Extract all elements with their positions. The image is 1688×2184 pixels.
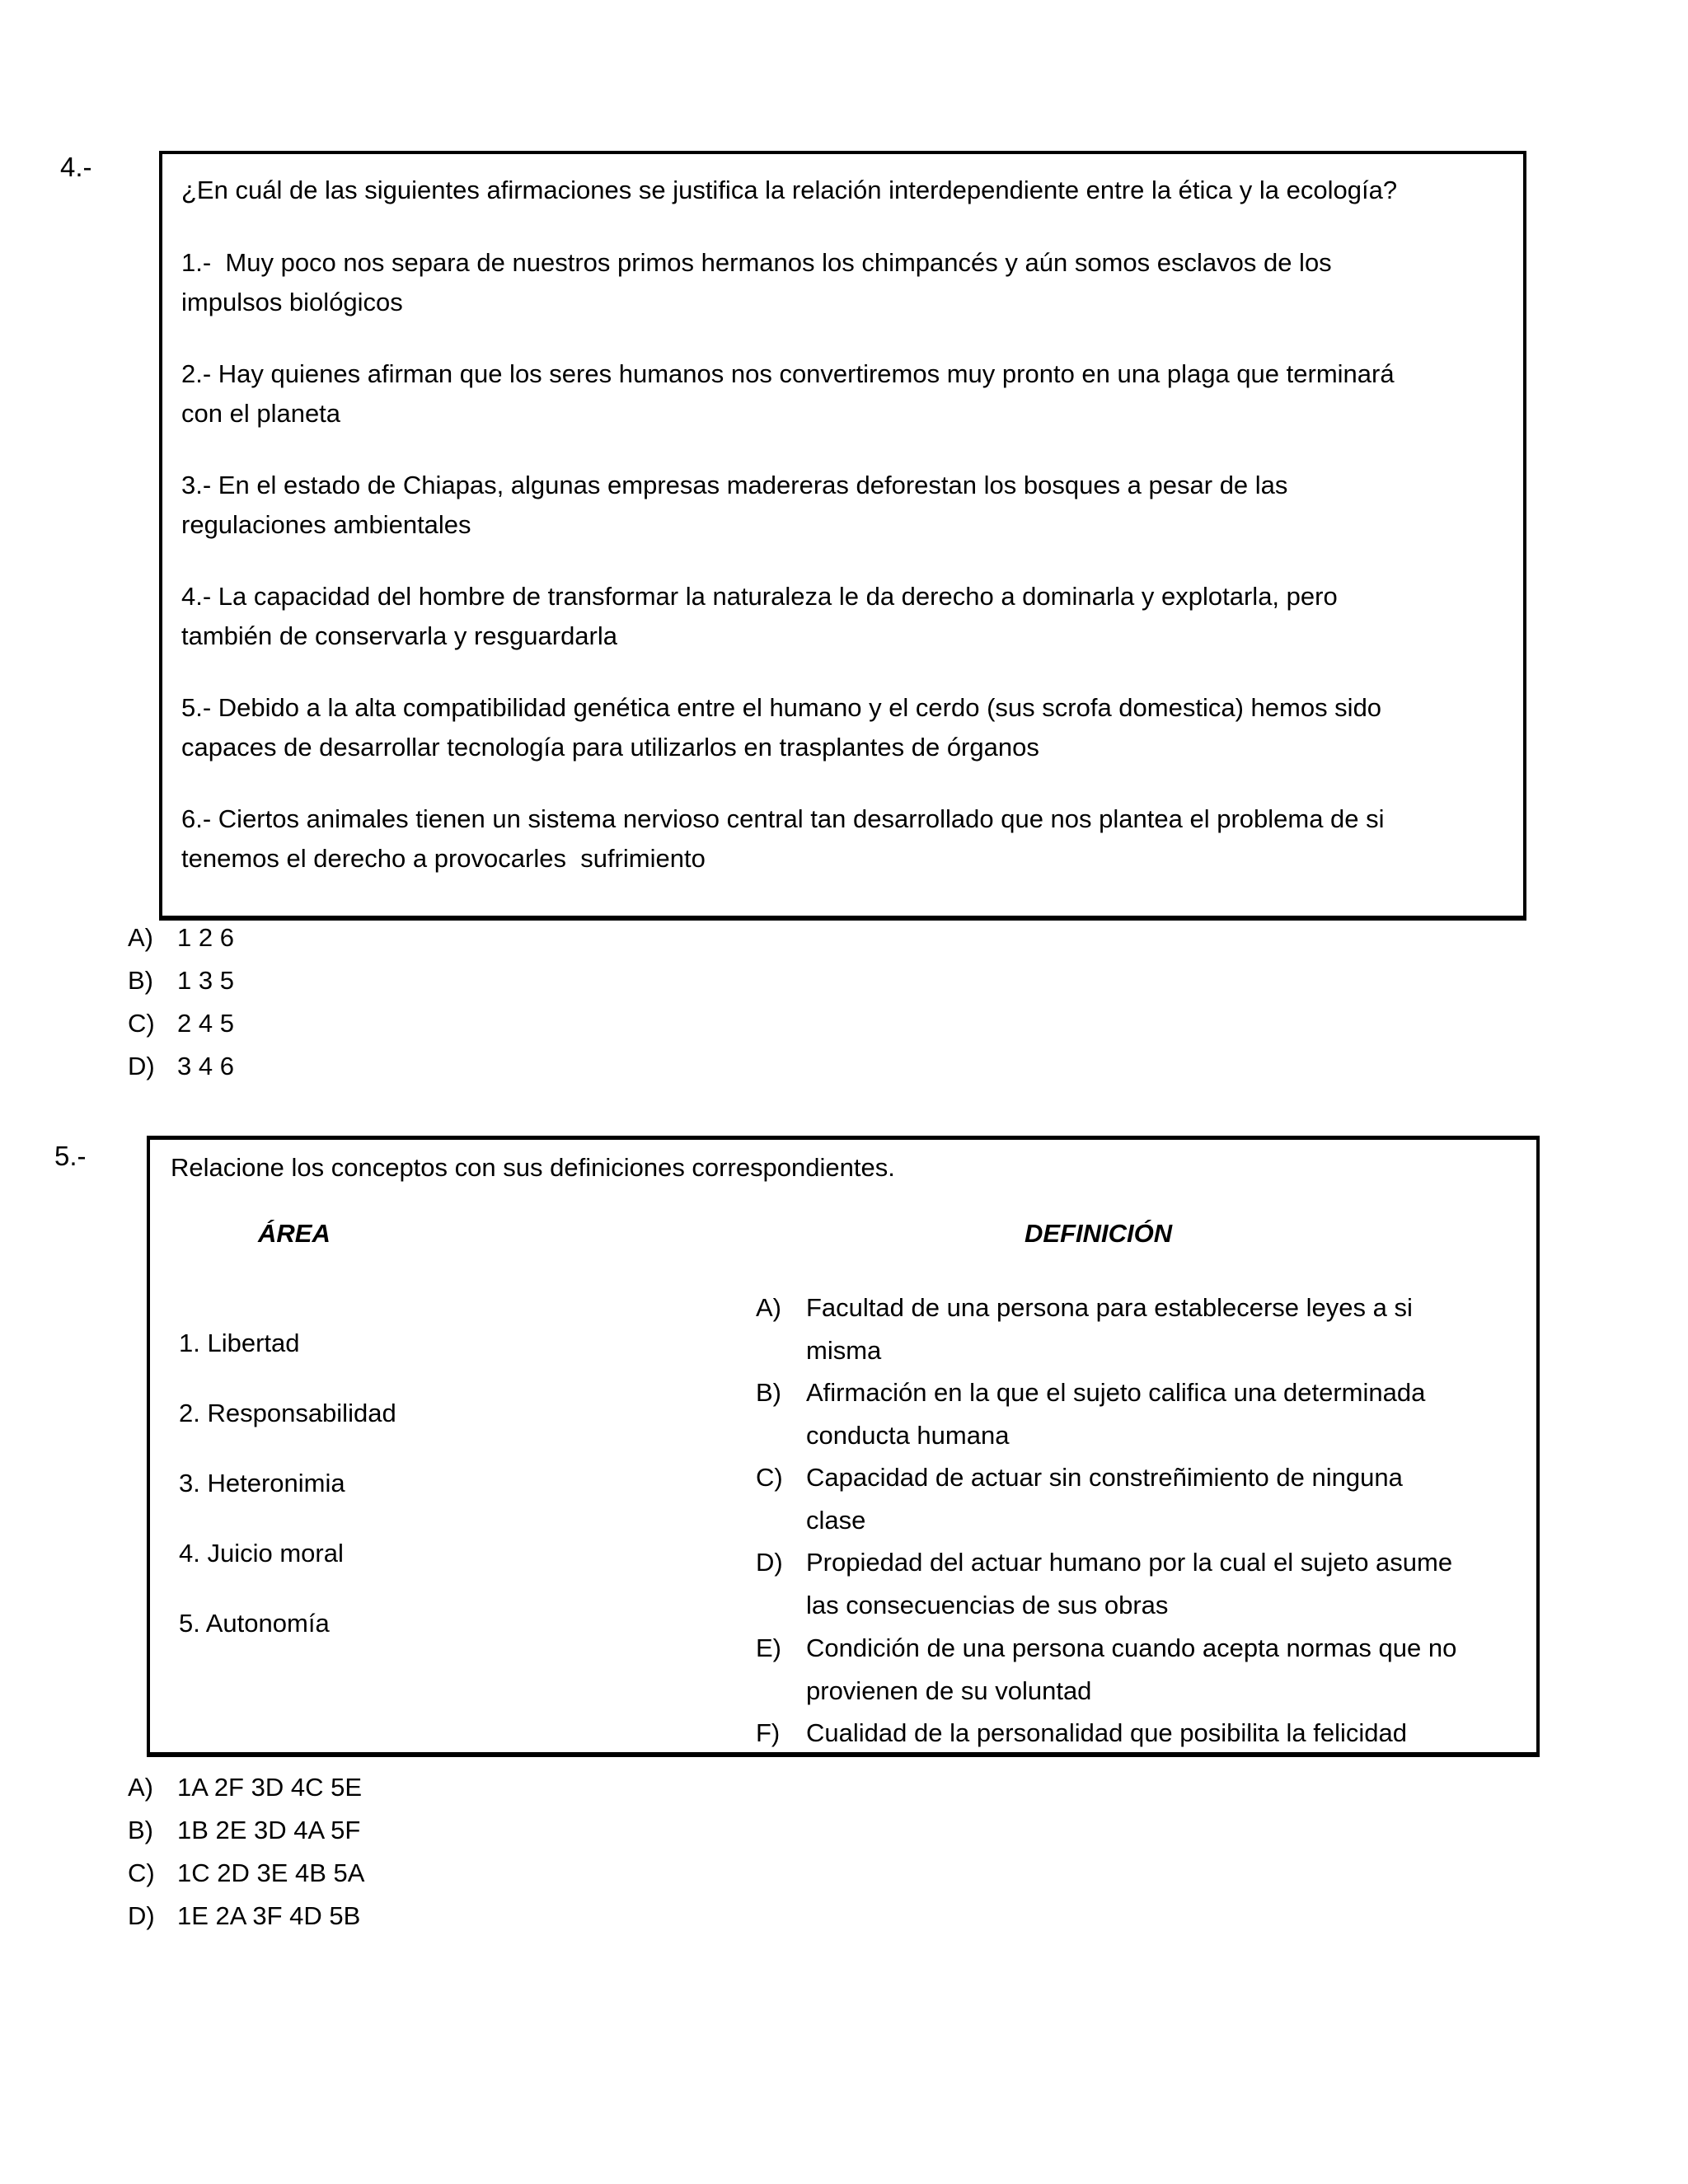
q4-option-b-text: 1 3 5: [177, 966, 234, 995]
statement-1: [181, 243, 1508, 322]
q4-option-d-text: 3 4 6: [177, 1052, 234, 1080]
column-header-definition: DEFINICIÓN: [1025, 1219, 1173, 1248]
definition-c: [756, 1456, 1403, 1541]
q4-option-d-letter: D): [128, 1052, 155, 1080]
question-5-box: [147, 1136, 1540, 1757]
q4-option-b-letter: B): [128, 966, 153, 995]
q5-option-d: [128, 1895, 364, 1938]
definition-a-line-1: Facultad de una persona para establecerse leyes a si: [806, 1293, 1413, 1322]
definition-a: [756, 1286, 1413, 1371]
q4-option-c-text: 2 4 5: [177, 1009, 234, 1038]
definition-b-letter: B): [756, 1378, 781, 1407]
concept-5-autonomia: 5. Autonomía: [179, 1609, 330, 1638]
question-4-stem-text: ¿En cuál de las siguientes afirmaciones se justifica la relación interdependiente entre la ética y la ecología?: [181, 176, 1398, 204]
q4-option-c: [128, 1002, 234, 1045]
question-5-number: 5.-: [54, 1141, 87, 1171]
column-header-area: ÁREA: [258, 1219, 331, 1248]
statement-6: [181, 799, 1508, 879]
definition-c-line-1: Capacidad de actuar sin constreñimiento de ninguna: [806, 1463, 1403, 1492]
q5-option-a: [128, 1766, 364, 1809]
definition-f-line-1: Cualidad de la personalidad que posibilita la felicidad: [806, 1718, 1407, 1747]
definition-c-letter: C): [756, 1463, 783, 1492]
q5-option-b-text: 1B 2E 3D 4A 5F: [177, 1816, 361, 1844]
q4-option-d: [128, 1045, 234, 1088]
statement-3-line-1: 3.- En el estado de Chiapas, algunas empresas madereras deforestan los bosques a pesar de las: [181, 471, 1288, 499]
q4-option-a-text: 1 2 6: [177, 923, 234, 952]
q5-option-c-text: 1C 2D 3E 4B 5A: [177, 1858, 365, 1887]
q4-option-c-letter: C): [128, 1009, 155, 1038]
statement-3: [181, 466, 1508, 545]
definition-e-letter: E): [756, 1633, 781, 1662]
q4-option-a-letter: A): [128, 923, 153, 952]
statement-3-line-2: regulaciones ambientales: [181, 510, 471, 539]
q4-option-b: [128, 959, 234, 1002]
statement-2: [181, 354, 1508, 434]
definition-f-letter: F): [756, 1718, 781, 1747]
definition-b-line-1: Afirmación en la que el sujeto califica una determinada: [806, 1378, 1426, 1407]
question-4-stem: [181, 171, 1508, 210]
statement-5-line-1: 5.- Debido a la alta compatibilidad genética entre el humano y el cerdo (sus scrofa domestica) hemos sido: [181, 693, 1382, 722]
statement-2-line-2: con el planeta: [181, 399, 341, 428]
definition-b-line-2: conducta humana: [806, 1420, 1010, 1450]
concept-4-juicio-moral: 4. Juicio moral: [179, 1539, 344, 1568]
statement-5: [181, 688, 1508, 767]
definition-e-line-2: provienen de su voluntad: [806, 1675, 1092, 1705]
statement-4-line-2: también de conservarla y resguardarla: [181, 621, 617, 650]
definition-d: [756, 1541, 1452, 1626]
concept-3-heteronimia: 3. Heteronimia: [179, 1469, 345, 1497]
q5-option-d-letter: D): [128, 1901, 155, 1930]
q5-option-a-text: 1A 2F 3D 4C 5E: [177, 1773, 363, 1802]
definition-b: [756, 1371, 1425, 1456]
question-5-instruction: Relacione los conceptos con sus definiciones correspondientes.: [171, 1153, 895, 1182]
question-5-options: [128, 1766, 364, 1938]
statement-6-line-2: tenemos el derecho a provocarles sufrimiento: [181, 844, 706, 873]
statement-5-line-2: capaces de desarrollar tecnología para utilizarlos en trasplantes de órganos: [181, 733, 1039, 762]
statement-1-line-2: impulsos biológicos: [181, 288, 403, 316]
definition-a-line-2: misma: [806, 1335, 882, 1365]
q4-option-a: [128, 916, 234, 959]
q5-option-c: [128, 1852, 364, 1895]
q5-option-c-letter: C): [128, 1858, 155, 1887]
statement-4-line-1: 4.- La capacidad del hombre de transformar la naturaleza le da derecho a dominarla y explotarla, pero: [181, 582, 1338, 611]
q5-option-d-text: 1E 2A 3F 4D 5B: [177, 1901, 361, 1930]
definition-d-line-1: Propiedad del actuar humano por la cual el sujeto asume: [806, 1548, 1453, 1577]
question-4-box: [159, 151, 1526, 921]
concept-1-libertad: 1. Libertad: [179, 1329, 300, 1357]
q5-option-b: [128, 1809, 364, 1852]
statement-1-line-1: 1.- Muy poco nos separa de nuestros primos hermanos los chimpancés y aún somos esclavos de los: [181, 248, 1332, 277]
question-4-options: [128, 916, 234, 1088]
q5-option-b-letter: B): [128, 1816, 153, 1844]
statement-4: [181, 577, 1508, 656]
definition-d-letter: D): [756, 1548, 783, 1577]
definition-a-letter: A): [756, 1293, 781, 1322]
statement-2-line-1: 2.- Hay quienes afirman que los seres humanos nos convertiremos muy pronto en una plaga que terminará: [181, 359, 1395, 388]
definition-e: [756, 1627, 1456, 1712]
definition-c-line-2: clase: [806, 1505, 866, 1535]
definition-f: [756, 1712, 1407, 1755]
question-4-number: 4.-: [60, 152, 92, 182]
concept-2-responsabilidad: 2. Responsabilidad: [179, 1399, 396, 1427]
statement-6-line-1: 6.- Ciertos animales tienen un sistema nervioso central tan desarrollado que nos plantea el problema de si: [181, 804, 1385, 833]
q5-option-a-letter: A): [128, 1773, 153, 1802]
definition-d-line-2: las consecuencias de sus obras: [806, 1590, 1169, 1619]
definition-e-line-1: Condición de una persona cuando acepta normas que no: [806, 1633, 1457, 1662]
